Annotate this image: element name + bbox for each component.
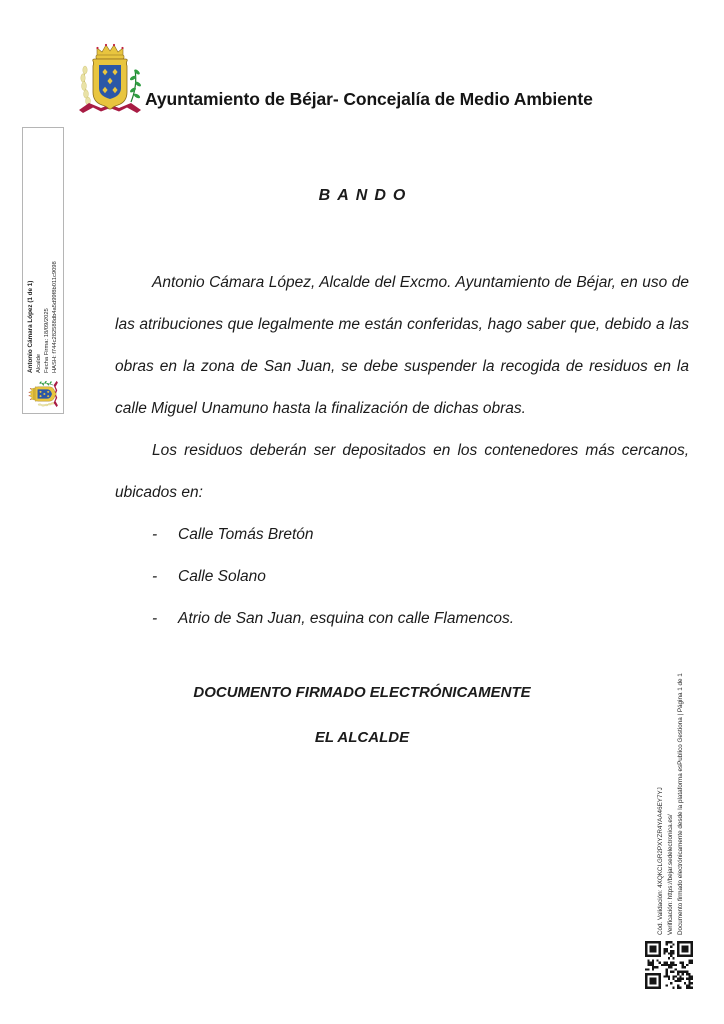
signature-stamp-rotated-content <box>24 133 62 409</box>
list-item <box>115 556 689 598</box>
list-item <box>115 598 689 640</box>
paragraph: Antonio Cámara López, Alcalde del Excmo. Ayuntamiento de Béjar, en uso de las atribuciones que legalmente me están conferidas, hago saber que, debido a las obras en la zona de San Juan, se debe suspender la recogida de residuos en la calle Miguel Unamuno hasta la finalización de dichas obras. <box>115 274 689 417</box>
validation-code-line: Cód. Validación: 4XQKCLGR2PXYZR4YAA46EY7YJ <box>657 787 664 935</box>
signature-stamp-text <box>27 133 60 373</box>
list-item-text: Calle Tomás Bretón <box>178 526 314 543</box>
page-title: Ayuntamiento de Béjar- Concejalía de Medio Ambiente <box>145 89 593 109</box>
list-item <box>115 514 689 556</box>
signed-electronically-line: DOCUMENTO FIRMADO ELECTRÓNICAMENTE <box>193 684 531 701</box>
document-body <box>115 262 689 640</box>
signer-name: Antonio Cámara López (1 de 1) <box>26 280 34 373</box>
signature-date: Fecha Firma: 18/09/2025 <box>44 307 51 373</box>
signature-hash: HASH: f744c282588db4a5d99f8b011c9098 <box>52 260 59 373</box>
document-heading: BANDO <box>318 187 413 204</box>
signer-role: Alcalde <box>36 353 43 373</box>
qr-code <box>645 941 693 989</box>
coat-of-arms-icon <box>74 40 146 118</box>
dash-bullet: - <box>152 610 158 627</box>
verification-url-line: Verificación: https://bejar.sedelectronica.es/ <box>667 814 674 935</box>
verification-stamp <box>656 625 690 935</box>
dash-bullet: - <box>152 526 158 543</box>
verification-stamp-rotated-content <box>656 625 690 935</box>
street-list <box>115 514 689 640</box>
paragraph: Los residuos deberán ser depositados en los contenedores más cercanos, ubicados en: <box>115 442 689 501</box>
list-item-text: Calle Solano <box>178 568 266 585</box>
platform-page-line: Documento firmado electrónicamente desde la plataforma esPublico Gestiona | Página 1 de 1 <box>677 673 684 935</box>
mayor-line: EL ALCALDE <box>314 729 410 746</box>
coat-of-arms-mini-icon <box>27 379 60 409</box>
list-item-text: Atrio de San Juan, esquina con calle Flamencos. <box>178 610 515 627</box>
dash-bullet: - <box>152 568 158 585</box>
signature-stamp-box <box>22 127 64 414</box>
